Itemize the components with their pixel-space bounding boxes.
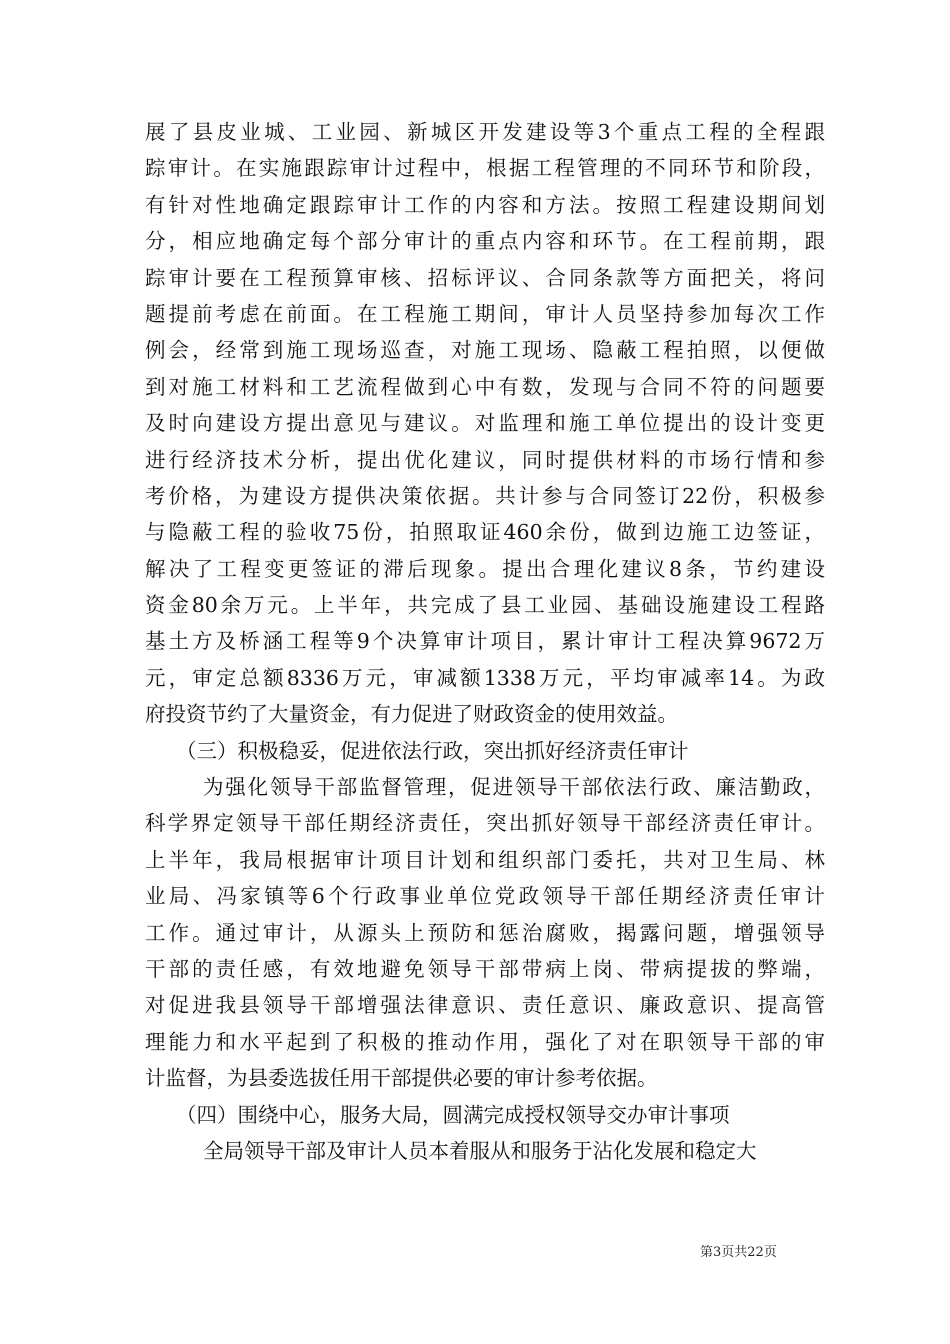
text-line: 展了县皮业城、工业园、新城区开发建设等3个重点工程的全程跟	[145, 120, 825, 144]
text-line: 资金80余万元。上半年，共完成了县工业园、基础设施建设工程路	[145, 593, 825, 618]
text-line: 踪审计。在实施跟踪审计过程中，根据工程管理的不同环节和阶段，	[145, 156, 825, 181]
text-line: 为强化领导干部监督管理，促进领导干部依法行政、廉洁勤政，	[203, 775, 825, 800]
document-body	[145, 114, 825, 1169]
text-line: 进行经济技术分析，提出优化建议，同时提供材料的市场行情和参	[145, 447, 825, 472]
text-line: 题提前考虑在前面。在工程施工期间，审计人员坚持参加每次工作	[145, 301, 825, 326]
section-heading-4: （四）围绕中心，服务大局，圆满完成授权领导交办审计事项	[176, 1102, 730, 1127]
section-heading-3: （三）积极稳妥，促进依法行政，突出抓好经济责任审计	[176, 738, 689, 763]
text-line: 府投资节约了大量资金，有力促进了财政资金的使用效益。	[145, 702, 678, 727]
text-line: 及时向建设方提出意见与建议。对监理和施工单位提出的设计变更	[145, 411, 825, 436]
text-line: 基土方及桥涵工程等9个决算审计项目，累计审计工程决算9672万	[145, 629, 825, 654]
text-line: 干部的责任感，有效地避免领导干部带病上岗、带病提拔的弊端，	[145, 956, 825, 981]
text-line: 与隐蔽工程的验收75份，拍照取证460余份，做到边施工边签证，	[145, 520, 825, 545]
text-line: 业局、冯家镇等6个行政事业单位党政领导干部任期经济责任审计	[145, 884, 825, 909]
text-line: 踪审计要在工程预算审核、招标评议、合同条款等方面把关，将问	[145, 265, 825, 290]
text-line: 上半年，我局根据审计项目计划和组织部门委托，共对卫生局、林	[145, 847, 825, 872]
text-line: 对促进我县领导干部增强法律意识、责任意识、廉政意识、提高管	[145, 993, 825, 1018]
text-line: 考价格，为建设方提供决策依据。共计参与合同签订22份，积极参	[145, 483, 825, 508]
text-line: 解决了工程变更签证的滞后现象。提出合理化建议8条，节约建设	[145, 556, 825, 581]
text-line: 例会，经常到施工现场巡查，对施工现场、隐蔽工程拍照，以便做	[145, 338, 825, 363]
text-line: 元，审定总额8336万元，审减额1338万元，平均审减率14。为政	[145, 665, 825, 690]
text-line: 全局领导干部及审计人员本着服从和服务于沾化发展和稳定大	[203, 1138, 757, 1163]
page-number: 第3页共22页	[700, 1245, 777, 1260]
text-line: 科学界定领导干部任期经济责任，突出抓好领导干部经济责任审计。	[145, 811, 825, 836]
text-line: 工作。通过审计，从源头上预防和惩治腐败，揭露问题，增强领导	[145, 920, 825, 945]
text-line: 计监督，为县委选拔任用干部提供必要的审计参考依据。	[145, 1066, 658, 1091]
text-line: 分，相应地确定每个部分审计的重点内容和环节。在工程前期，跟	[145, 229, 825, 254]
text-line: 到对施工材料和工艺流程做到心中有数，发现与合同不符的问题要	[145, 374, 825, 399]
text-line: 理能力和水平起到了积极的推动作用，强化了对在职领导干部的审	[145, 1029, 825, 1054]
text-line: 有针对性地确定跟踪审计工作的内容和方法。按照工程建设期间划	[145, 192, 825, 217]
